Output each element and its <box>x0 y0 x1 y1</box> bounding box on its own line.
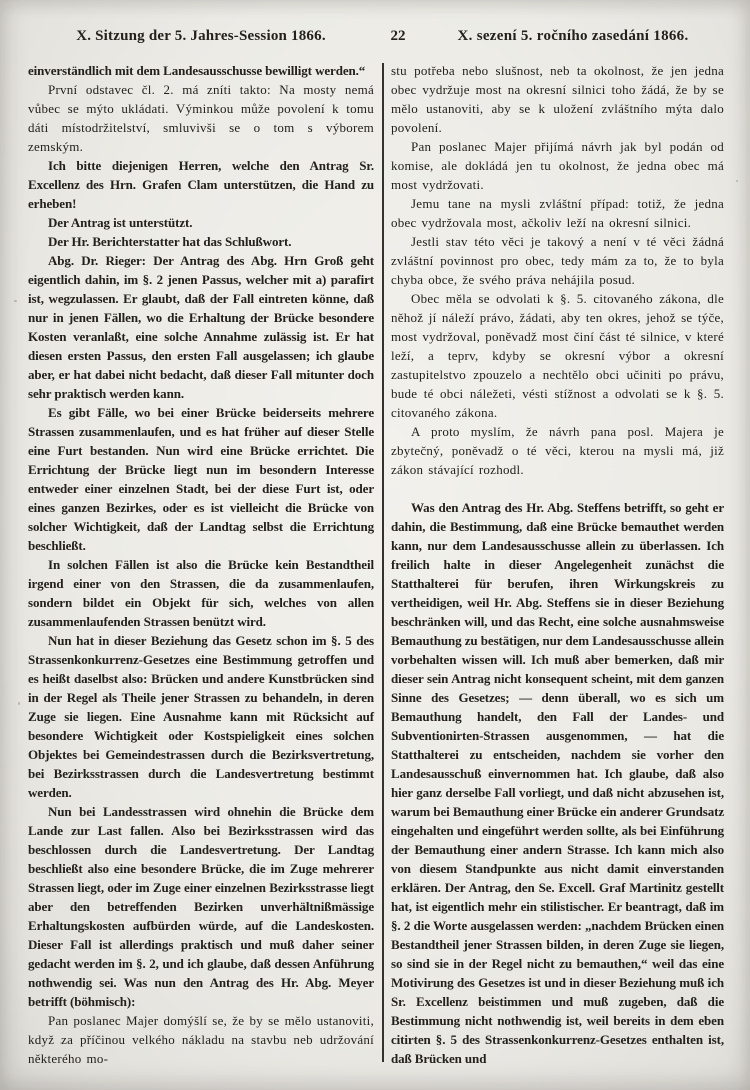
scan-speck <box>60 1042 63 1044</box>
paragraph-czech: Jemu tane na mysli zvláštní případ: totiž, že jedna obec vydržovala most, ačkoliv leží na okresní silnici. <box>391 196 724 230</box>
text-columns <box>28 61 724 1068</box>
right-column <box>391 61 724 1068</box>
scan-speck <box>14 300 17 302</box>
page-header <box>28 28 724 45</box>
paragraph-german: Es gibt Fälle, wo bei einer Brücke beiderseits mehrere Strassen zusammenlaufen, und es hat früher auf dieser Stelle eine Furt bestanden. Nun wird eine Brücke errichtet. Die Errichtung der Brücke liegt nun im besondern Interesse entweder einer einzelnen Stadt, bei der diese Furt ist, oder eines ganzen Bezirkes, oder es ist vielleicht die Brücke von solcher Wichtigkeit, daß der Landtag selbst die Errichtung beschließt. <box>28 405 374 553</box>
paragraph-german: Nun bei Landesstrassen wird ohnehin die Brücke dem Lande zur Last fallen. Also bei Bezirksstrassen wird das beschlossen durch die Landesvertretung. Der Landtag beschließt also eine besondere Brücke, die im Zuge mehrerer Strassen liegt, oder im Zuge einer einzelnen Bezirksstrasse liegt aber den betreffenden Bezirken unverhältnißmässige Erhaltungskosten aufbürden würde, auf die Landeskosten. Dieser Fall ist allerdings praktisch und muß daher seiner gedacht werden im §. 2, und ich glaube, daß dessen Anführung nothwendig sei. Was nun den Antrag des Hr. Abg. Meyer betrifft (böhmisch): <box>28 804 374 1009</box>
paragraph-german: Nun hat in dieser Beziehung das Gesetz schon im §. 5 des Strassenkonkurrenz-Gesetzes eine Bestimmung getroffen und es heißt daselbst also: Brücken und andere Kunstbrücken sind in der Regel als Theile jener Strassen zu behandeln, in deren Zuge sie liegen. Eine Ausnahme kann mit Rücksicht auf besondere Wichtigkeit oder Kostspieligkeit eines solchen Objektes bei Gemeindestrassen durch die Bezirksvertretung, bei Bezirksstrassen durch die Landesvertretung bestimmt werden. <box>28 633 374 800</box>
paragraph-czech: stu potřeba nebo slušnost, neb ta okolnost, že jen jedna obec vydržuje most na okresní silnici toho žádá, že by se mělo ustanoviti, aby se k uložení zvláštního mýta dalo povolení. <box>391 63 724 135</box>
paragraph-czech: Obec měla se odvolati k §. 5. citovaného zákona, dle něhož jí náleží právo, žádati, aby ten okres, jehož se týče, most vydržoval, poněvadž most činí část té silnice, v které leží, a teprv, kdyby se okresní výbor a okresní zastupitelstvo zpouzelo a nechtělo obci učiniti po právu, bude té obci náležeti, vésti stížnost a odvolati se k §. 5. citovaného zákona. <box>391 291 724 420</box>
scan-speck <box>18 702 20 705</box>
paragraph-german: einverständlich mit dem Landesausschusse bewilligt werden.“ <box>28 63 366 78</box>
column-divider-rule <box>382 63 384 1062</box>
paragraph-czech: Pan poslanec Majer přijímá návrh jak byl podán od komise, ale dokládá jen tu okolnost, že jedna obec má most vydržovati. <box>391 139 724 192</box>
header-title-czech: X. sezení 5. ročního zasedání 1866. <box>457 28 689 44</box>
paragraph-german: Der Hr. Berichterstatter hat das Schlußwort. <box>48 234 292 249</box>
page-number: 22 <box>390 28 406 44</box>
paragraph-german: Der Antrag ist unterstützt. <box>48 215 193 230</box>
left-column <box>28 61 374 1068</box>
header-title-german: X. Sitzung der 5. Jahres-Session 1866. <box>76 28 326 44</box>
paragraph-german: In solchen Fällen ist also die Brücke kein Bestandtheil irgend einer von den Strassen, die da zusammenlaufen, sondern bildet ein Objekt für sich, welches von allen zusammenlaufenden Strassen benützt wird. <box>28 557 374 629</box>
paragraph-czech: Pan poslanec Majer domýšlí se, že by se mělo ustanoviti, když za příčinou velkého nákladu na stavbu neb udržování některého mo- <box>28 1013 374 1066</box>
paragraph-czech: Jestli stav této věci je takový a není v té věci žádná zvláštní povinnost pro obec, tedy mám za to, že to byla chyba obce, že svého práva nehájila posud. <box>391 234 724 287</box>
paragraph-czech: A proto myslím, že návrh pana posl. Majera je zbytečný, poněvadž o té věci, kterou na mysli má, již zákon stávající rozhodl. <box>391 424 724 477</box>
paragraph-czech: První odstavec čl. 2. má zníti takto: Na mosty nemá vůbec se mýto ukládati. Výminkou může povolení k tomu dáti místodržitelství, smluvivši se o tom s výborem zemským. <box>28 82 374 154</box>
paragraph-german: Was den Antrag des Hr. Abg. Steffens betrifft, so geht er dahin, die Bestimmung, daß eine Brücke bemauthet werden kann, nur dem Landesausschusse allein zu überlassen. Ich freilich halte in dieser Angelegenheit zunächst die Statthalterei für berufen, ihren Wirkungskreis zu vertheidigen, weil Hr. Abg. Steffens sie in dieser Beziehung beschränken will, und das Recht, eine solche ausnahmsweise Bemauthung zu bestätigen, nur dem Landesausschusse allein vorbehalten wissen will. Ich muß aber bemerken, daß mir dieser sein Antrag nicht konsequent scheint, mit dem ganzen Sinne des Gesetzes; — denn überall, wo es sich um Bemauthung handelt, den Fall der Landes- und Subventionirten-Strassen ausgenommen, — hat die Statthalterei zu entscheiden, nachdem sie vorher den Landesausschuß einvernommen hat. Ich glaube, daß also hier ganz derselbe Fall vorliegt, und daß nicht abzusehen ist, warum bei Bemauthung einer Brücke ein anderer Grundsatz eingehalten und eingeführt werden sollte, als bei Einführung der Bemauthung einer andern Strasse. Ich kann mich also von diesem Standpunkte aus nicht damit einverstanden erklären. Der Antrag, den Se. Excell. Graf Martinitz gestellt hat, ist eigentlich mehr ein stilistischer. Er beantragt, daß im §. 2 die Worte ausgelassen werden: „nachdem Brücken einen Bestandtheil jener Strassen bilden, in deren Zuge sie liegen, so sind sie in der Regel nicht zu bemauthen,“ weil das eine Motivirung des Gesetzes ist und in dieser Beziehung muß ich Sr. Excellenz beistimmen und muß zugeben, daß die Bestimmung nicht nothwendig ist, weil bereits in dem eben citirten §. 5 des Strassenkonkurrenz-Gesetzes enthalten ist, daß Brücken und <box>391 500 724 1066</box>
scan-speck <box>736 180 738 182</box>
paragraph-german: Ich bitte diejenigen Herren, welche den Antrag Sr. Excellenz des Hrn. Grafen Clam unterstützen, die Hand zu erheben! <box>28 158 374 211</box>
paragraph-german: Abg. Dr. Rieger: Der Antrag des Abg. Hrn Groß geht eigentlich dahin, im §. 2 jenen Passus, welcher mit a) parafirt ist, wegzulassen. Er glaubt, daß der Fall eintreten könne, daß nur in jenen Fällen, wo die Erhaltung der Brücke besondere Kosten veranlaßt, eine solche Annahme zulässig ist. Er hat diesen ersten Passus, den ersten Fall ausgelassen; ich glaube aber, er hat dabei nicht bedacht, daß dieser Fall mitunter doch sehr praktisch werden kann. <box>28 253 374 401</box>
